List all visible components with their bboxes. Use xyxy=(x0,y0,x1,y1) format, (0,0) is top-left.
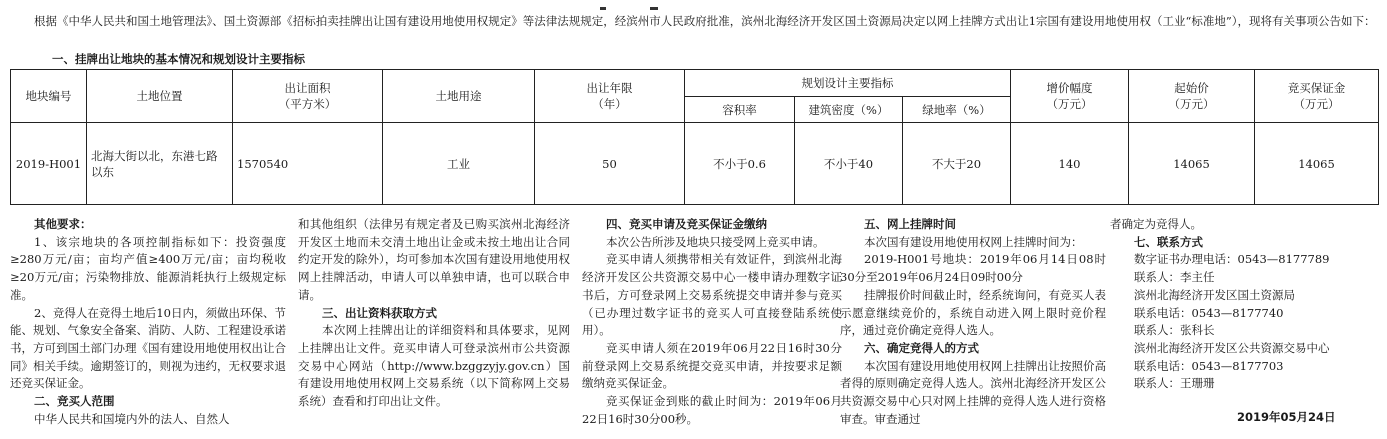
contact-line: 联系电话：0543—8177740 xyxy=(1134,305,1284,320)
header-parcel-no: 地块编号 xyxy=(11,70,87,123)
header-area: 出让面积 （平方米） xyxy=(233,70,383,123)
section-1-title: 一、挂牌出让地块的基本情况和规划设计主要指标 xyxy=(52,52,305,66)
listing-time-text-3: 挂牌报价时间截止时，经系统询问，有竞买人表示愿意继续竞价的，系统自动进入网上限时竞价程序，通过竞价确定竞得人选人。 xyxy=(840,287,1106,338)
application-text-2: 竞买申请人须携带相关有效证件，到滨州北海经济开发区公共资源交易中心一楼申请办理数字证书后，方可登录网上交易系统提交申请并参与竞买（已办理过数字证书的竞买人可直接登陆系统使用）。 xyxy=(582,252,842,338)
header-start-price: 起始价 （万元） xyxy=(1129,70,1255,123)
cell-location: 北海大街以北，东港七路以东 xyxy=(87,123,233,205)
header-term: 出让年限 （年） xyxy=(535,70,685,123)
requirement-2: 2、竞得人在竞得土地后10日内，须做出环保、节能、规划、气象安全备案、消防、人防、工程建设承诺书，方可到国土部门办理《国有建设用地使用权出让合同》相关手续。逾期签订的，则视为违约，无权要求退还竞买保证金。 xyxy=(10,305,286,391)
cell-area: 1570540 xyxy=(233,123,383,205)
table-row xyxy=(11,123,1379,205)
winner-method-text: 本次国有建设用地使用权网上挂牌出让按照价高者得的原则确定竞得人选人。滨州北海经济开发区公共资源交易中心只对网上挂牌的竞得人选人进行资格审查。审查通过 xyxy=(840,358,1106,426)
cell-start-price: 14065 xyxy=(1129,123,1255,205)
column-5 xyxy=(1110,216,1378,393)
announcement-date: 2019年05月24日 xyxy=(1237,410,1336,424)
column-1 xyxy=(10,216,286,428)
contact-line: 联系人：张科长 xyxy=(1134,323,1215,338)
header-density: 建筑密度（%） xyxy=(795,97,903,123)
application-text-1: 本次公告所涉及地块只接受网上竞买申请。 xyxy=(606,234,825,249)
section-4-title: 四、竞买申请及竞买保证金缴纳 xyxy=(606,217,767,231)
contact-line: 联系人：李主任 xyxy=(1134,270,1215,285)
cell-deposit: 14065 xyxy=(1255,123,1379,205)
bidder-scope-continued: 和其他组织（法律另有规定者及已购买滨州北海经济开发区土地而未交清土地出让金或未按土地出让合同约定开发的除外），均可参加本次国有建设用地使用权网上挂牌活动，申请人可以单独申请，也可以联合申请。 xyxy=(298,217,570,302)
cell-term: 50 xyxy=(535,123,685,205)
requirement-1: 1、该宗地块的各项控制指标如下：投资强度≥280万元/亩；亩均产值≥400万元/亩；亩均税收≥20万元/亩；污染物排放、能源消耗执行上级规定标准。 xyxy=(10,234,286,302)
header-fragment xyxy=(590,0,690,4)
header-increment: 增价幅度 （万元） xyxy=(1011,70,1129,123)
header-planning: 规划设计主要指标 xyxy=(685,70,1011,97)
cell-green: 不大于20 xyxy=(903,123,1011,205)
winner-method-continued: 者确定为竞得人。 xyxy=(1110,217,1202,231)
contact-line: 数字证书办理电话：0543—8177789 xyxy=(1134,252,1330,267)
section-5-title: 五、网上挂牌时间 xyxy=(864,217,956,231)
cell-density: 不小于40 xyxy=(795,123,903,205)
contact-line: 联系人：王珊珊 xyxy=(1134,376,1215,391)
header-far: 容积率 xyxy=(685,97,795,123)
announcement-body xyxy=(10,216,1378,439)
application-text-3: 竞买申请人须在2019年06月22日16时30分前登录网上交易系统提交竞买申请，并按要求足额缴纳竞买保证金。 xyxy=(582,340,842,391)
section-3-title: 三、出让资料获取方式 xyxy=(322,305,437,320)
header-green: 绿地率（%） xyxy=(903,97,1011,123)
listing-time-text-1: 本次国有建设用地使用权网上挂牌时间为： xyxy=(864,234,1083,249)
section-7-title: 七、联系方式 xyxy=(1134,234,1203,249)
column-2 xyxy=(298,216,570,411)
column-3 xyxy=(582,216,842,428)
other-requirements-title: 其他要求： xyxy=(34,217,92,231)
cell-parcel-no: 2019-H001 xyxy=(11,123,87,205)
header-location: 土地位置 xyxy=(87,70,233,123)
contact-line: 联系电话：0543—8177703 xyxy=(1134,358,1284,373)
header-deposit: 竞买保证金 （万元） xyxy=(1255,70,1379,123)
announcement-intro: 根据《中华人民共和国土地管理法》、国土资源部《招标拍卖挂牌出让国有建设用地使用权规定》等法律法规规定，经滨州市人民政府批准，滨州北海经济开发区国土资源局决定以网上挂牌方式出让1宗国有建设用地使用权（工业“标准地”），现将有关事项公告如下： xyxy=(34,14,1376,28)
cell-far: 不小于0.6 xyxy=(685,123,795,205)
materials-text: 本次网上挂牌出让的详细资料和具体要求，见网上挂牌出让文件。竞买申请人可登录滨州市公共资源交易中心网站（http://www.bzggzyjy.gov.cn）国有建设用地使用权网上交易系统（以下简称网上交易系统）查看和打印出让文件。 xyxy=(298,323,570,409)
section-6-title: 六、确定竞得人的方式 xyxy=(864,340,979,355)
column-4 xyxy=(840,216,1106,428)
section-2-title: 二、竞买人范围 xyxy=(34,394,115,409)
listing-time-text-2: 2019-H001号地块：2019年06月14日08时30分至2019年06月24日09时00分 xyxy=(840,252,1106,285)
contact-line: 滨州北海经济开发区公共资源交易中心 xyxy=(1134,340,1330,355)
bidder-scope-text: 中华人民共和国境内外的法人、自然人 xyxy=(34,411,230,426)
cell-increment: 140 xyxy=(1011,123,1129,205)
header-use: 土地用途 xyxy=(383,70,535,123)
cell-use: 工业 xyxy=(383,123,535,205)
contact-line: 滨州北海经济开发区国土资源局 xyxy=(1134,287,1295,302)
parcel-table xyxy=(10,69,1379,205)
application-text-4: 竞买保证金到账的截止时间为：2019年06月22日16时30分00秒。 xyxy=(582,394,842,426)
